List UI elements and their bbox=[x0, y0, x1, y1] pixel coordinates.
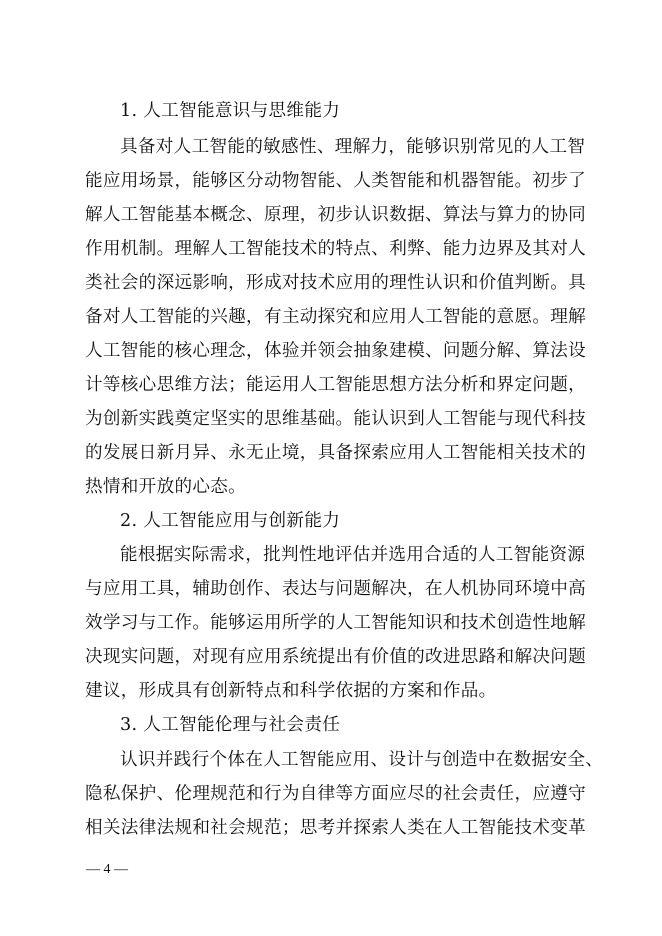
section-2-heading: 2. 人工智能应用与创新能力 bbox=[120, 511, 341, 531]
section-2-line: 决现实问题，对现有应用系统提出有价值的改进思路和解决问题 bbox=[85, 647, 587, 667]
section-1-line: 作用机制。理解人工智能技术的特点、利弊、能力边界及其对人 bbox=[85, 239, 587, 259]
section-1-line: 为创新实践奠定坚实的思维基础。能认识到人工智能与现代科技 bbox=[85, 409, 587, 429]
section-1-heading: 1. 人工智能意识与思维能力 bbox=[120, 101, 341, 121]
section-1-line: 热情和开放的心态。 bbox=[85, 477, 247, 497]
section-1-line: 的发展日新月异、永无止境，具备探索应用人工智能相关技术的 bbox=[85, 443, 587, 463]
section-1-line: 具备对人工智能的敏感性、理解力，能够识别常见的人工智 bbox=[120, 137, 586, 157]
section-1-line: 计等核心思维方法；能运用人工智能思想方法分析和界定问题， bbox=[85, 375, 587, 395]
section-3-line: 隐私保护、伦理规范和行为自律等方面应尽的社会责任，应遵守 bbox=[85, 784, 587, 804]
page-number: — 4 — bbox=[86, 862, 128, 877]
section-2-line: 效学习与工作。能够运用所学的人工智能知识和技术创造性地解 bbox=[85, 613, 587, 633]
section-3-line: 相关法律法规和社会规范；思考并探索人类在人工智能技术变革 bbox=[85, 818, 587, 838]
section-3-line: 认识并践行个体在人工智能应用、设计与创造中在数据安全、 bbox=[120, 750, 604, 770]
section-1-line: 备对人工智能的兴趣，有主动探究和应用人工智能的意愿。理解 bbox=[85, 307, 587, 327]
section-1-line: 类社会的深远影响，形成对技术应用的理性认识和价值判断。具 bbox=[85, 273, 587, 293]
section-1-line: 能应用场景，能够区分动物智能、人类智能和机器智能。初步了 bbox=[85, 171, 587, 191]
section-2-line: 能根据实际需求，批判性地评估并选用合适的人工智能资源 bbox=[120, 545, 586, 565]
section-2-line: 与应用工具，辅助创作、表达与问题解决，在人机协同环境中高 bbox=[85, 579, 587, 599]
section-1-line: 人工智能的核心理念，体验并领会抽象建模、问题分解、算法设 bbox=[85, 341, 587, 361]
section-3-heading: 3. 人工智能伦理与社会责任 bbox=[120, 715, 341, 735]
section-2-line: 建议，形成具有创新特点和科学依据的方案和作品。 bbox=[85, 681, 497, 701]
section-1-line: 解人工智能基本概念、原理，初步认识数据、算法与算力的协同 bbox=[85, 205, 587, 225]
